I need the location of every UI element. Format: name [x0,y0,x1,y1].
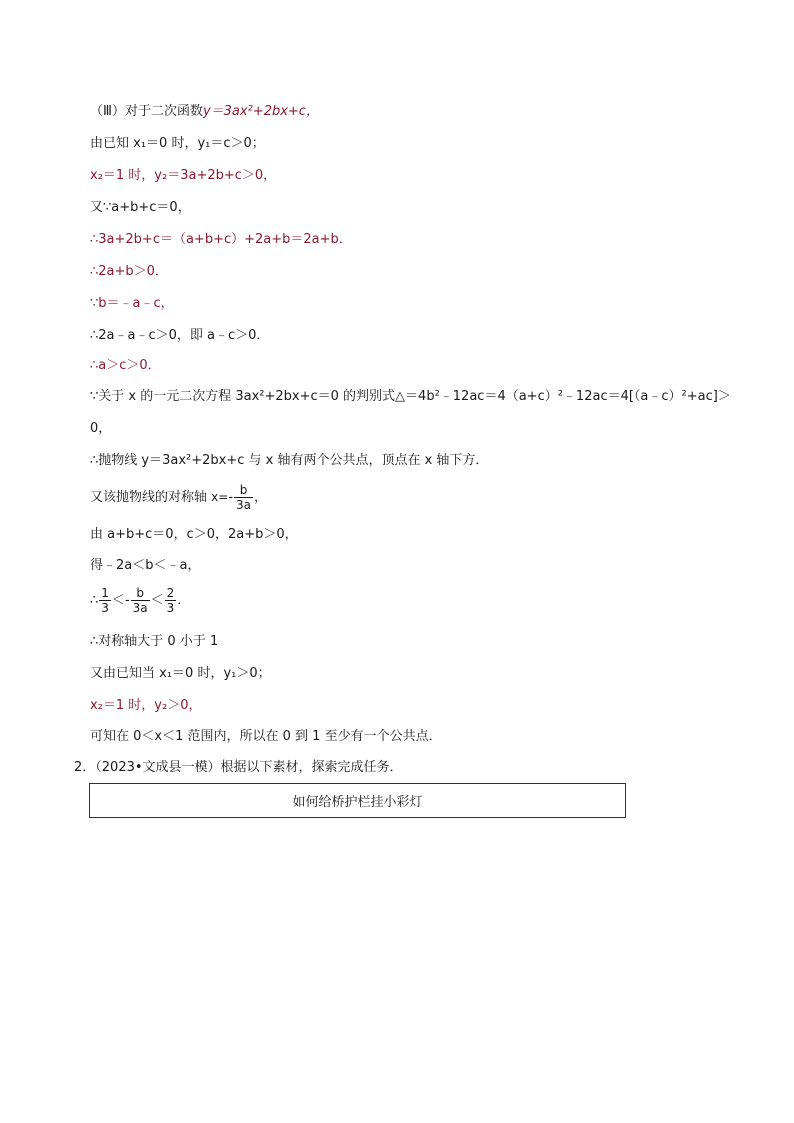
solution-line-8 [90,328,269,344]
fraction-one-third [99,586,111,615]
task-title: 如何给桥护栏挂小彩灯 [292,795,423,810]
solution-line-12 [90,453,488,469]
fraction-numerator: b [131,586,150,601]
solution-line-14 [90,527,298,543]
function-formula: y＝3ax²+2bx+c， [202,104,319,119]
fraction-b-over-3a [234,483,253,512]
line-text: ∴2a+b＞0． [90,264,168,279]
task-title-box [89,783,626,818]
line-text: 得﹣2a＜b＜﹣a， [90,558,201,573]
line-text: 又∵a+b+c＝0， [90,200,191,215]
solution-line-9 [90,358,161,374]
less-than: ＜ [111,593,125,608]
fraction-denominator: 3a [236,498,252,512]
fraction-denominator: 3 [101,601,109,615]
fraction-two-thirds [165,586,177,615]
fraction-numerator: 1 [101,586,109,600]
problem-2-heading [74,760,403,776]
fraction-b-over-3a [131,586,150,615]
solution-line-2 [90,136,265,152]
fraction-denominator: 3a [132,601,148,615]
solution-line-15 [90,558,200,574]
line-text: ∴2a﹣a﹣c＞0，即 a﹣c＞0． [90,328,270,343]
solution-line-6 [90,264,168,280]
line-text: 又由已知当 x₁＝0 时，y₁＞0； [90,666,271,681]
line-text: 0， [90,421,112,436]
line-text: （Ⅲ）对于二次函数 [90,104,203,119]
fraction-numerator: 2 [166,586,175,600]
line-text: ∴3a+2b+c＝（a+b+c）+2a+b＝2a+b． [90,232,352,247]
solution-line-17 [90,634,218,650]
solution-line-1 [90,104,319,120]
solution-line-11 [90,421,111,437]
line-text: 可知在 0＜x＜1 范围内，所以在 0 到 1 至少有一个公共点． [90,729,442,744]
minus-sign: - [228,490,234,505]
line-text: 由已知 x₁＝0 时，y₁＝c＞0； [90,136,265,151]
solution-line-16 [90,584,190,618]
line-text: ∴对称轴大于 0 小于 1 [90,634,219,649]
line-text: x₂＝1 时，y₂＝3a+2b+c＞0， [90,168,277,183]
solution-line-13 [90,482,267,513]
solution-line-5 [90,232,352,248]
solution-line-7 [90,296,174,312]
therefore-symbol: ∴ [90,593,99,608]
solution-line-18 [90,666,271,682]
solution-line-3 [90,168,276,184]
line-text: ∵关于 x 的一元二次方程 3ax²+2bx+c＝0 的判别式△＝4b²﹣12ac＝4（a+c）²﹣12ac＝4[（a﹣c）²+ac]＞ [90,389,731,404]
solution-line-20 [90,729,442,745]
line-text: x₂＝1 时，y₂＞0， [90,698,202,713]
line-text: ， [254,490,268,505]
line-text: ∴a＞c＞0． [90,358,161,373]
line-text: 又该抛物线的对称轴 [90,490,208,505]
line-text: ． [177,593,191,608]
axis-lhs: x= [211,490,229,504]
solution-line-10 [90,389,731,405]
solution-line-4 [90,200,191,216]
fraction-denominator: 3 [166,601,175,615]
less-than: ＜ [150,593,164,608]
fraction-numerator: b [234,483,253,498]
minus-sign: - [124,593,130,608]
solution-line-19 [90,698,201,714]
problem-text: 2．（2023•文成县一模）根据以下素材，探索完成任务． [74,760,403,775]
line-text: ∴抛物线 y＝3ax²+2bx+c 与 x 轴有两个公共点，顶点在 x 轴下方． [90,453,489,468]
line-text: ∵b＝﹣a﹣c， [90,296,174,311]
line-text: 由 a+b+c＝0，c＞0，2a+b＞0， [90,527,298,542]
